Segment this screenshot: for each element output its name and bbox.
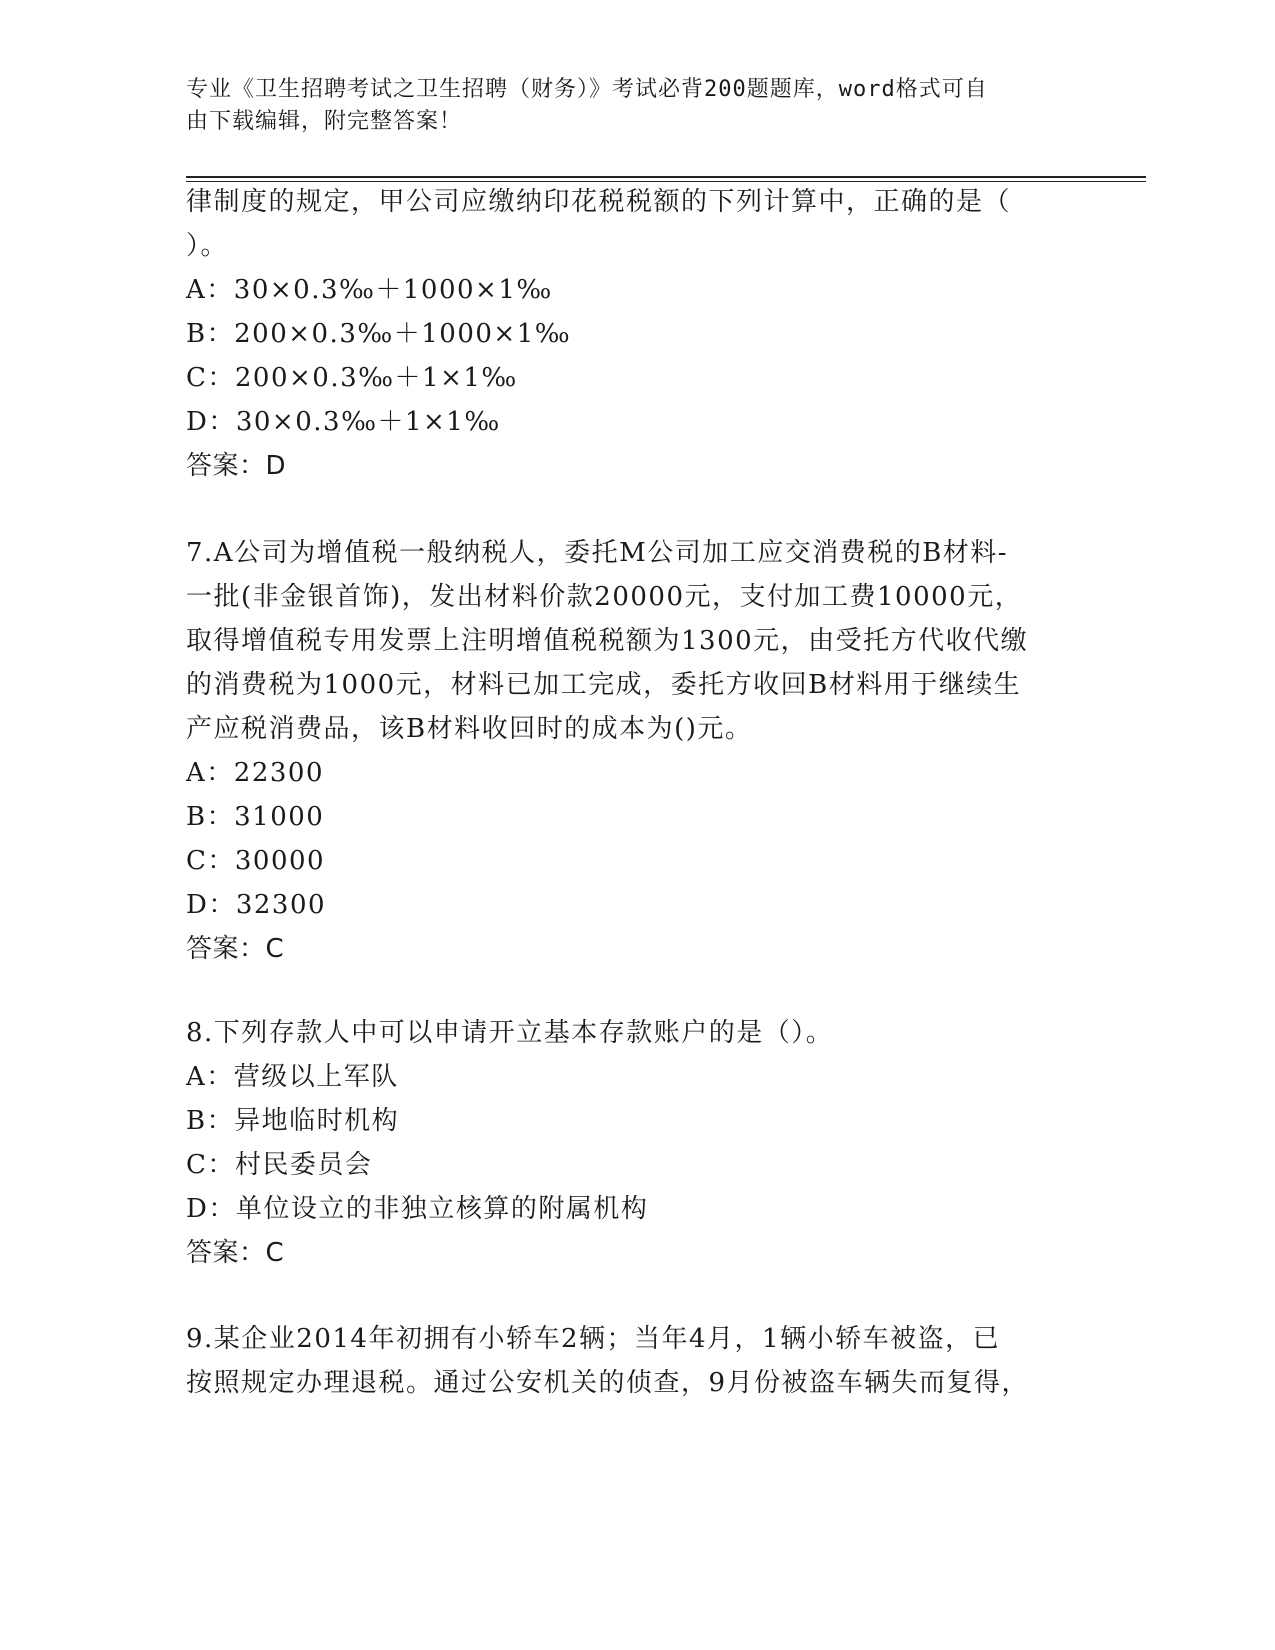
q7-answer: 答案：C: [186, 934, 285, 964]
q7-stem-line-2: 一批(非金银首饰)，发出材料价款20000元，支付加工费10000元，: [186, 582, 1023, 612]
q7-option-a: A：22300: [186, 758, 324, 788]
q7-stem-line-5: 产应税消费品，该B材料收回时的成本为()元。: [186, 714, 753, 744]
q8-option-d: D：单位设立的非独立核算的附属机构: [186, 1194, 649, 1224]
q8-answer: 答案：C: [186, 1238, 285, 1268]
q7-stem-line-4: 的消费税为1000元，材料已加工完成，委托方收回B材料用于继续生: [186, 670, 1022, 700]
q7-option-d: D：32300: [186, 890, 327, 920]
q7-option-c: C：30000: [186, 846, 326, 876]
header-divider-thick: [186, 176, 1146, 178]
q9-stem-line-2: 按照规定办理退税。通过公安机关的侦查，9月份被盗车辆失而复得，: [186, 1368, 1030, 1398]
q8-option-b: B：异地临时机构: [186, 1106, 400, 1136]
q8-stem: 8.下列存款人中可以申请开立基本存款账户的是（）。: [186, 1018, 834, 1048]
q6-stem-line-1: 律制度的规定，甲公司应缴纳印花税税额的下列计算中，正确的是（: [186, 187, 1012, 217]
q6-stem-line-2: ）。: [186, 231, 229, 261]
header-line-1: 专业《卫生招聘考试之卫生招聘（财务）》考试必背200题题库，word格式可自: [186, 77, 988, 102]
q6-option-b: B：200×0.3‰＋1000×1‰: [186, 319, 572, 349]
q8-option-a: A：营级以上军队: [186, 1062, 399, 1092]
q7-stem-line-1: 7.A公司为增值税一般纳税人，委托M公司加工应交消费税的B材料-: [186, 538, 1009, 568]
q7-option-b: B：31000: [186, 802, 325, 832]
q9-stem-line-1: 9.某企业2014年初拥有小轿车2辆；当年4月，1辆小轿车被盗，已: [186, 1324, 1001, 1354]
q6-option-d: D：30×0.3‰＋1×1‰: [186, 407, 501, 437]
q6-option-c: C：200×0.3‰＋1×1‰: [186, 363, 518, 393]
q6-answer: 答案：D: [186, 451, 287, 481]
q8-option-c: C：村民委员会: [186, 1150, 373, 1180]
q6-option-a: A：30×0.3‰＋1000×1‰: [186, 275, 553, 305]
header-line-2: 由下载编辑，附完整答案！: [186, 109, 463, 134]
q7-stem-line-3: 取得增值税专用发票上注明增值税税额为1300元，由受托方代收代缴: [186, 626, 1029, 656]
document-header: [186, 74, 1066, 138]
